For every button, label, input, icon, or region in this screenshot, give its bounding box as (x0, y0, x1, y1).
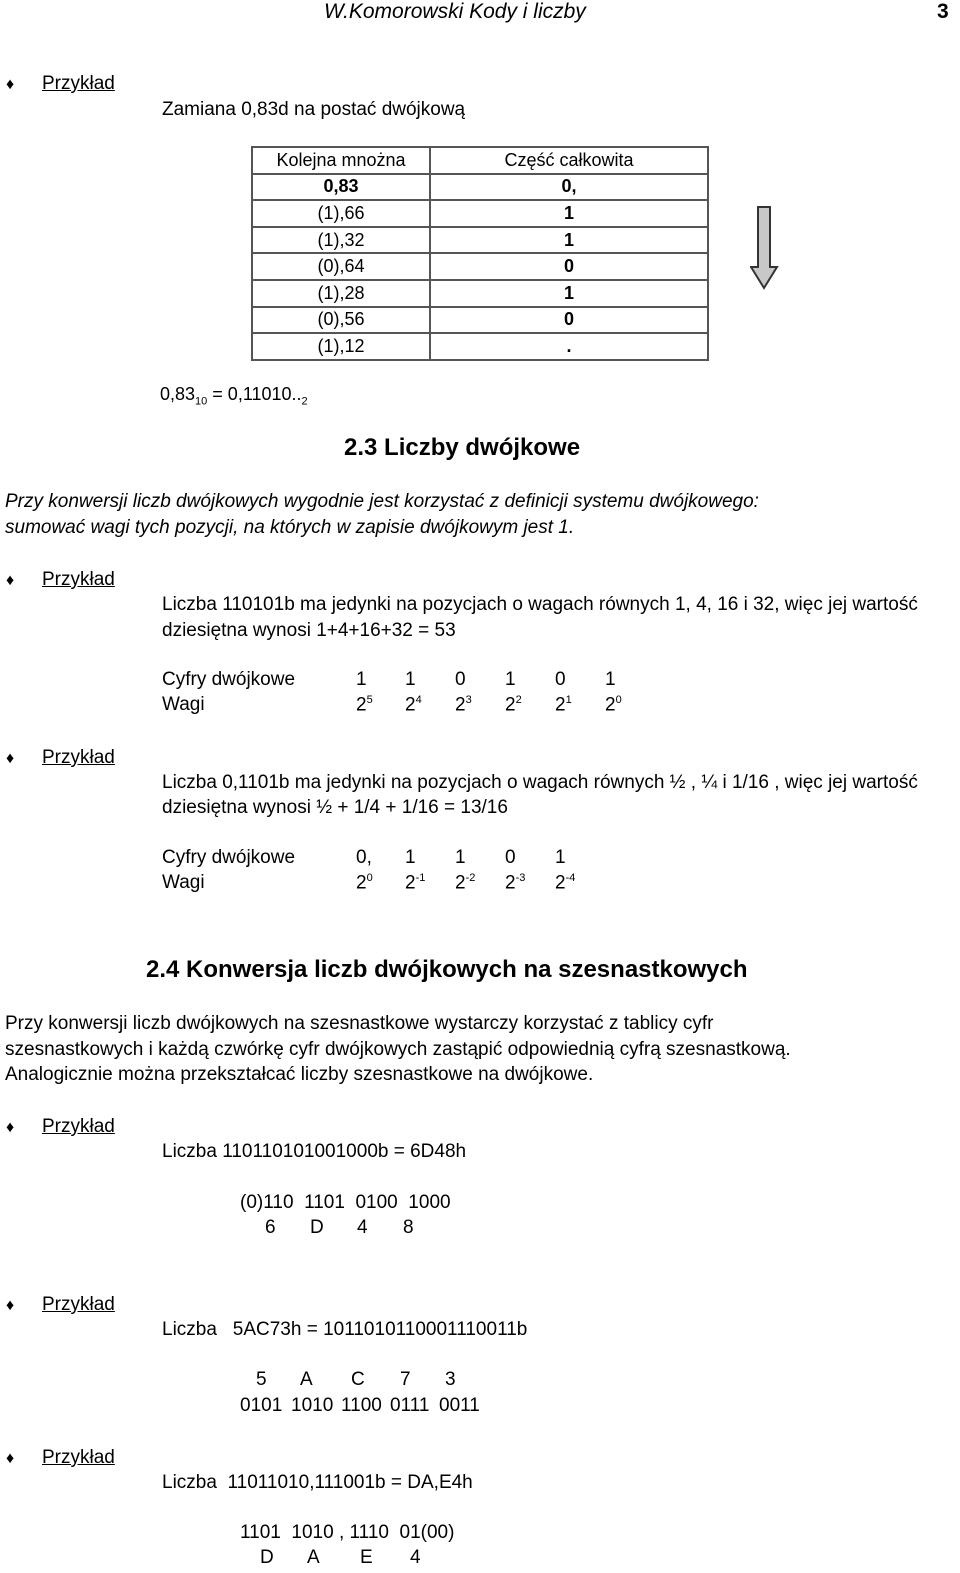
table-cell: 0 (430, 253, 708, 280)
weight: $2^1$ (555, 694, 572, 716)
hex-digit: D (260, 1547, 274, 1568)
example-label: Przykład (42, 1294, 115, 1315)
hex-digit: 6 (265, 1217, 276, 1238)
base-subscript: 2 (301, 395, 308, 408)
weight: $2^{-4}$ (555, 872, 576, 894)
example-text: dziesiętna wynosi 1+4+16+32 = 53 (162, 620, 456, 641)
table-cell: . (430, 333, 708, 360)
hex-digit: 5 (256, 1369, 267, 1390)
section-text: sumować wagi tych pozycji, na których w zapisie dwójkowym jest 1. (5, 517, 575, 538)
hex-digit: 7 (400, 1369, 411, 1390)
down-arrow-icon (750, 205, 780, 291)
weights-label: Wagi (162, 694, 205, 715)
binary-group: 1010 (291, 1395, 334, 1416)
hex-digit: 4 (357, 1217, 368, 1238)
example-text: Liczba 5AC73h = 1011010110001110011b (162, 1319, 528, 1340)
table-cell: (1),66 (252, 200, 430, 227)
weights-label: Wagi (162, 872, 205, 893)
table-cell: (1),28 (252, 280, 430, 307)
diamond-bullet-icon: ♦ (6, 1450, 15, 1467)
binary-digit: 0, (356, 847, 372, 868)
running-header: W.Komorowski Kody i liczby (324, 0, 586, 23)
result-value: 0,83 (160, 384, 196, 404)
weight: $2^4$ (405, 694, 422, 716)
example-text: Liczba 110101b ma jedynki na pozycjach o wagach równych 1, 4, 16 i 32, więc jej wartość (162, 594, 918, 615)
example-text: Liczba 0,1101b ma jedynki na pozycjach o wagach równych ½ , ¼ i 1/16 , więc jej wartość (162, 772, 918, 793)
weight: $2^5$ (356, 694, 373, 716)
weight: $2^{-1}$ (405, 872, 426, 894)
table-cell: (1),12 (252, 333, 430, 360)
table-cell: 0 (430, 307, 708, 334)
binary-digit: 1 (455, 847, 466, 868)
example-text: Liczba 110110101001000b = 6D48h (162, 1141, 467, 1162)
weight: $2^{-2}$ (455, 872, 476, 894)
section-text: Przy konwersji liczb dwójkowych na szesnastkowe wystarczy korzystać z tablicy cyfr (5, 1013, 714, 1034)
weight: $2^3$ (455, 694, 472, 716)
hex-digit: C (351, 1369, 365, 1390)
table-header-row (252, 147, 708, 174)
hex-digit: 3 (445, 1369, 456, 1390)
hex-digit: A (300, 1369, 313, 1390)
weight: $2^0$ (356, 872, 373, 894)
binary-digit: 1 (405, 669, 416, 690)
table-row (252, 307, 708, 334)
hex-digit: E (360, 1547, 373, 1568)
binary-digit: 0 (555, 669, 566, 690)
section-text: Przy konwersji liczb dwójkowych wygodnie jest korzystać z definicji systemu dwójkowego: (5, 491, 759, 512)
hex-digit: A (307, 1547, 320, 1568)
table-row (252, 333, 708, 360)
binary-digit: 1 (555, 847, 566, 868)
table-header: Kolejna mnożna (252, 147, 430, 174)
multiplication-table (251, 146, 709, 361)
example-label: Przykład (42, 747, 115, 768)
binary-digit: 1 (405, 847, 416, 868)
table-cell: (1),32 (252, 227, 430, 254)
section-heading: 2.4 Konwersja liczb dwójkowych na szesnastkowych (146, 956, 748, 983)
digits-label: Cyfry dwójkowe (162, 669, 296, 690)
table-row (252, 174, 708, 201)
table-row (252, 227, 708, 254)
weight: $2^0$ (605, 694, 622, 716)
binary-group: 0111 (390, 1395, 430, 1416)
weight: $2^2$ (505, 694, 522, 716)
hex-digit: 4 (410, 1547, 421, 1568)
diamond-bullet-icon: ♦ (6, 750, 15, 767)
diamond-bullet-icon: ♦ (6, 76, 15, 93)
binary-digit: 1 (605, 669, 616, 690)
table-row (252, 253, 708, 280)
example-label: Przykład (42, 1447, 115, 1468)
binary-group: 0011 (439, 1395, 480, 1416)
example-label: Przykład (42, 73, 115, 94)
table-row (252, 200, 708, 227)
binary-digit: 1 (505, 669, 516, 690)
table-cell: 0,83 (252, 174, 430, 201)
hex-digit: 8 (403, 1217, 414, 1238)
example-text: dziesiętna wynosi ½ + 1/4 + 1/16 = 13/16 (162, 797, 508, 818)
table-header: Część całkowita (430, 147, 708, 174)
section-text: szesnastkowych i każdą czwórkę cyfr dwójkowych zastąpić odpowiednią cyfrą szesnastkową. (5, 1039, 791, 1060)
binary-group: 1100 (341, 1395, 382, 1416)
table-cell: 1 (430, 280, 708, 307)
result-binary: = 0,11010.. (207, 384, 302, 404)
example-label: Przykład (42, 569, 115, 590)
conversion-result (160, 384, 308, 408)
diamond-bullet-icon: ♦ (6, 572, 15, 589)
example-label: Przykład (42, 1116, 115, 1137)
digits-label: Cyfry dwójkowe (162, 847, 296, 868)
binary-digit: 1 (356, 669, 367, 690)
binary-group: 0101 (240, 1395, 283, 1416)
binary-digit: 0 (505, 847, 516, 868)
binary-digit: 0 (455, 669, 466, 690)
table-cell: 1 (430, 227, 708, 254)
binary-groups: (0)110 1101 0100 1000 (240, 1192, 451, 1213)
hex-digit: D (310, 1217, 324, 1238)
page-number: 3 (937, 0, 949, 23)
diamond-bullet-icon: ♦ (6, 1119, 15, 1136)
section-heading: 2.3 Liczby dwójkowe (344, 434, 581, 461)
example-text: Liczba 11011010,111001b = DA,E4h (162, 1472, 473, 1493)
example-title: Zamiana 0,83d na postać dwójkową (162, 99, 466, 120)
diamond-bullet-icon: ♦ (6, 1297, 15, 1314)
table-row (252, 280, 708, 307)
table-cell: (0),64 (252, 253, 430, 280)
binary-groups: 1101 1010 , 1110 01(00) (240, 1522, 455, 1543)
table-cell: 1 (430, 200, 708, 227)
table-cell: (0),56 (252, 307, 430, 334)
base-subscript: 10 (195, 395, 208, 408)
weight: $2^{-3}$ (505, 872, 526, 894)
table-cell: 0, (430, 174, 708, 201)
section-text: Analogicznie można przekształcać liczby szesnastkowe na dwójkowe. (5, 1064, 594, 1085)
